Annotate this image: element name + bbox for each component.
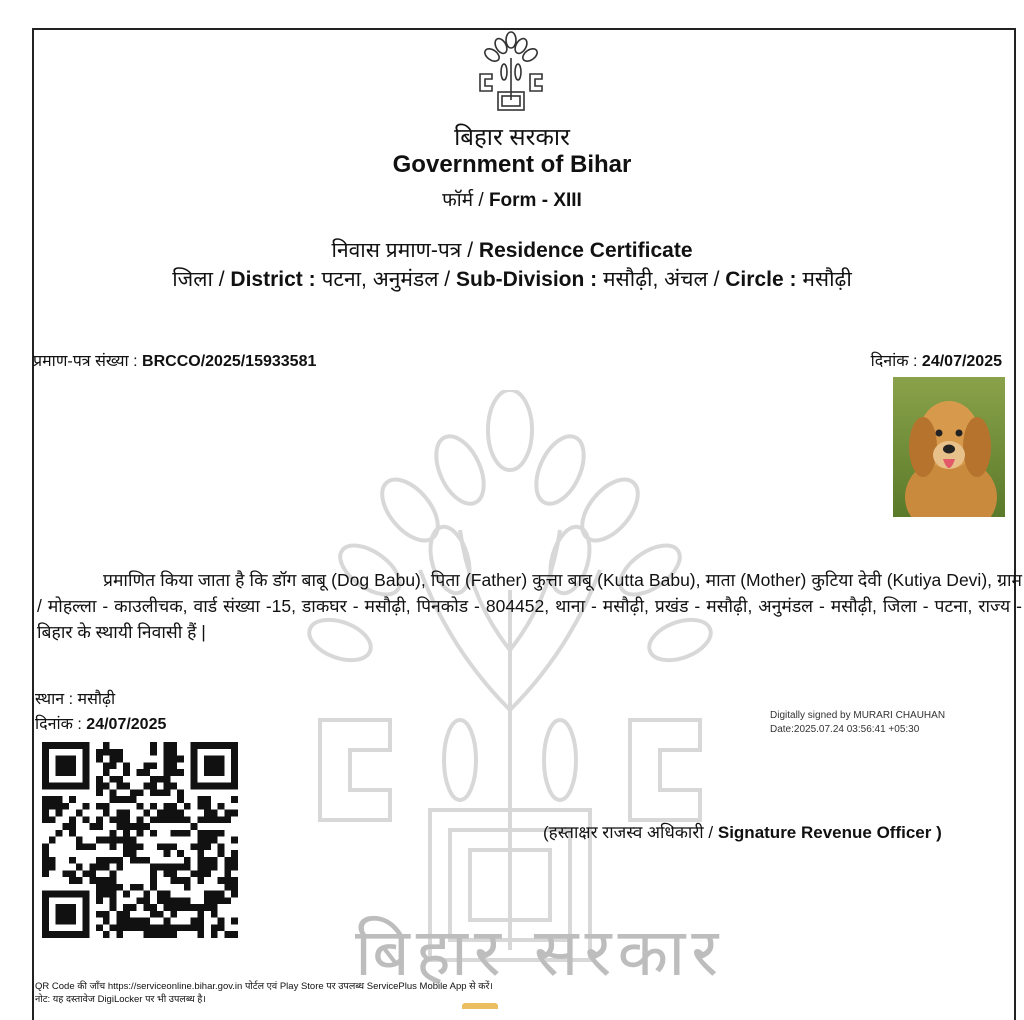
qr-verification-note: QR Code की जाँच https://serviceonline.bihar.gov.in पोर्टल एवं Play Store पर उपलब्ध ServicePlus Mobile App से करें। — [35, 981, 494, 992]
footer-note — [35, 980, 493, 1006]
signature-label-english: Signature Revenue Officer ) — [717, 823, 942, 842]
form-label-english: Form - XIII — [488, 190, 582, 211]
district-label-hindi: जिला / — [172, 268, 225, 291]
issue-date-label: दिनांक : — [35, 716, 82, 733]
district-label-english: District : — [230, 268, 316, 291]
digital-signature-date: Date:2025.07.24 03:56:41 +05:30 — [770, 724, 920, 735]
certificate-date-label: दिनांक : — [870, 353, 918, 370]
header-title-english: Government of Bihar — [392, 151, 632, 178]
certificate-number — [33, 349, 316, 371]
certificate-date-value: 24/07/2025 — [921, 353, 1002, 370]
certificate-date — [871, 349, 1002, 371]
place-label: स्थान : — [35, 691, 74, 708]
certificate-title-english: Residence Certificate — [478, 239, 693, 262]
watermark-text: बिहार सरकार — [355, 914, 725, 991]
header-title-hindi: बिहार सरकार — [454, 124, 570, 151]
issue-date-value: 24/07/2025 — [86, 716, 167, 733]
certificate-body: प्रमाणित किया जाता है कि डॉग बाबू (Dog Babu), पिता (Father) कुत्ता बाबू (Kutta Babu), माता (Mother) कुटिया देवी (Kutiya Devi), ग्राम / मोहल्ला - काउलीचक, वार्ड संख्या -15, डाकघर - मसौढ़ी, पिनकोड - 804452, थाना - मसौढ़ी, प्रखंड - मसौढ़ी, अनुमंडल - मसौढ़ी, जिला - पटना, राज्य - बिहार के स्थायी निवासी हैं | — [37, 570, 1022, 642]
certificate-number-label: प्रमाण-पत्र संख्या : — [33, 353, 138, 370]
digital-signature-name: Digitally signed by MURARI CHAUHAN — [770, 710, 946, 721]
district-value: पटना, अनुमंडल / — [321, 268, 451, 291]
digital-signature — [770, 709, 945, 737]
certificate-title — [0, 236, 1024, 264]
certificate-number-value: BRCCO/2025/15933581 — [142, 353, 317, 370]
subdivision-label: Sub-Division : — [455, 268, 598, 291]
page-fold-mark — [462, 1003, 498, 1009]
form-label-hindi: फॉर्म / — [442, 190, 484, 211]
digilocker-note: नोट: यह दस्तावेज DigiLocker पर भी उपलब्ध है। — [35, 994, 206, 1005]
dog-photo — [893, 377, 1005, 517]
subdivision-value: मसौढ़ी, अंचल / — [603, 268, 720, 291]
circle-value: मसौढ़ी — [802, 268, 852, 291]
bodhi-tree-watermark-icon — [300, 390, 720, 990]
issue-date — [35, 712, 166, 734]
place-value: मसौढ़ी — [77, 691, 116, 708]
place — [35, 687, 115, 709]
signature-label — [543, 820, 942, 843]
bihar-emblem-icon — [476, 30, 546, 114]
qr-code-icon[interactable] — [42, 742, 238, 938]
district-line — [0, 265, 1024, 293]
signature-label-hindi: (हस्ताक्षर राजस्व अधिकारी / — [543, 823, 714, 842]
form-number — [0, 186, 1024, 212]
circle-label: Circle : — [725, 268, 797, 291]
certificate-title-hindi: निवास प्रमाण-पत्र / — [331, 239, 474, 262]
